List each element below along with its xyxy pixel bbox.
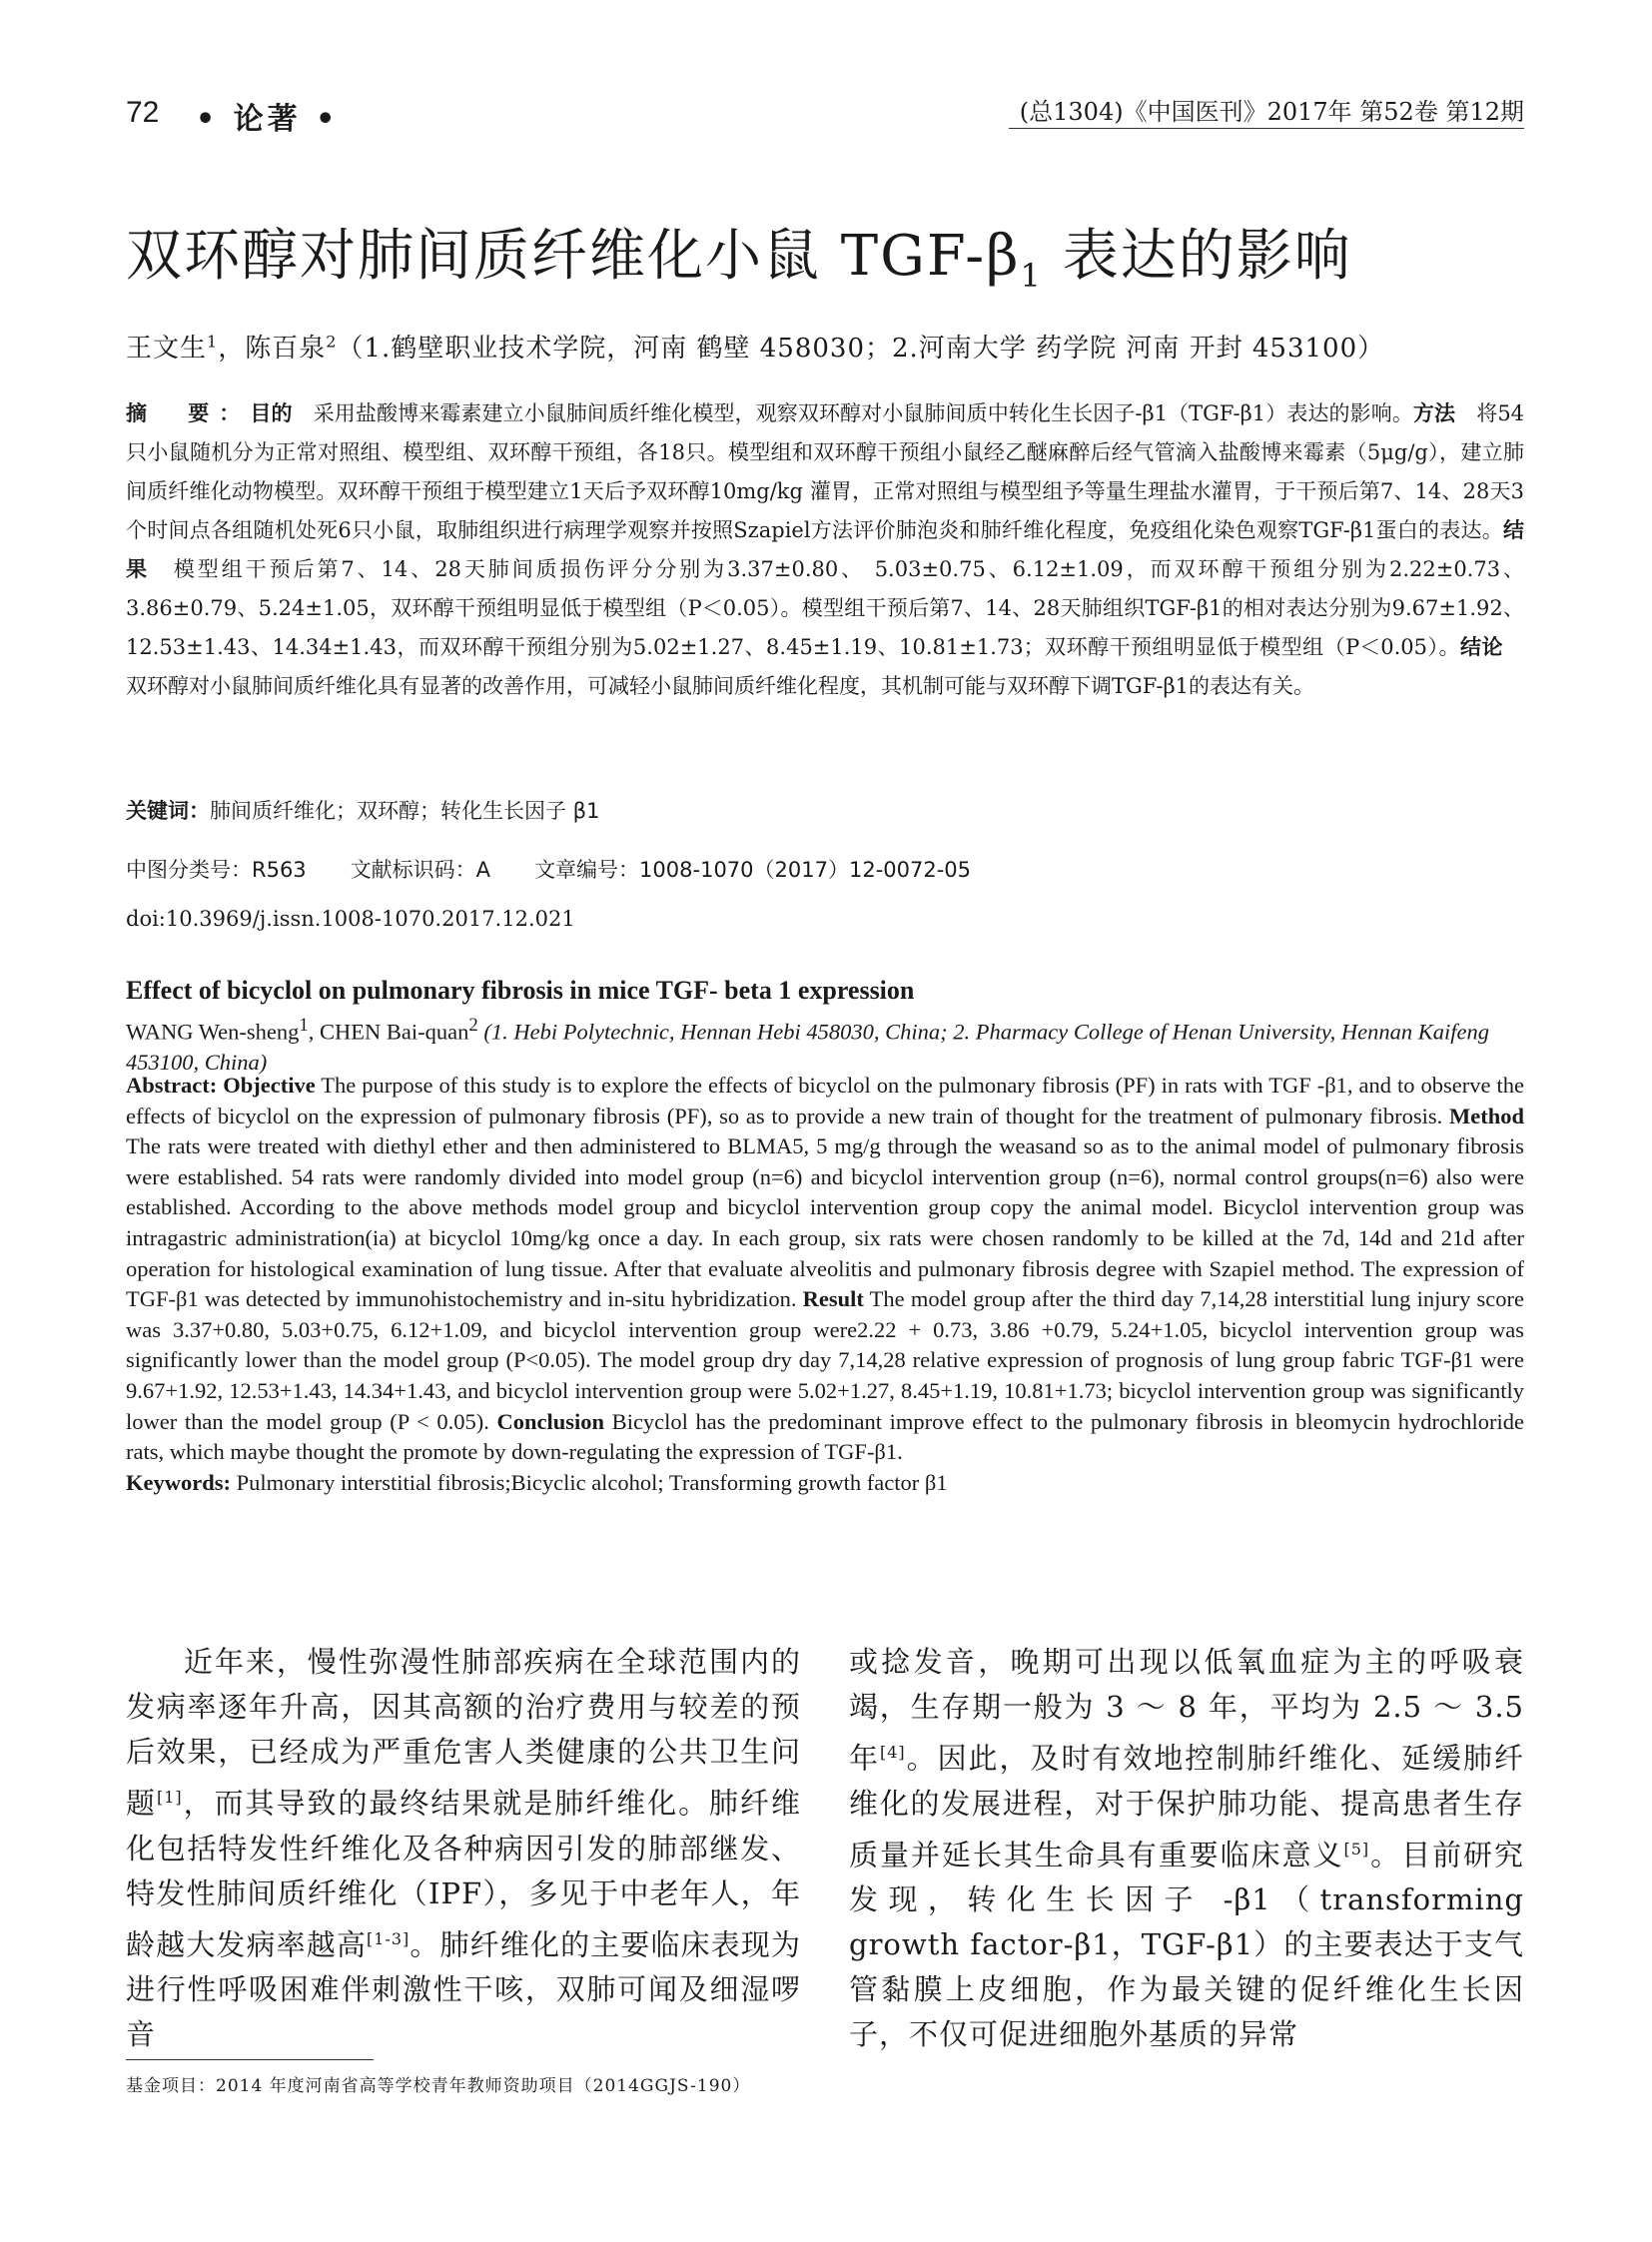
english-keywords-label: Keywords: <box>126 1469 231 1495</box>
english-keywords: Pulmonary interstitial fibrosis;Bicyclic alcohol; Transforming growth factor β1 <box>231 1469 948 1495</box>
chinese-abstract: 摘 要：目的 采用盐酸博来霉素建立小鼠肺间质纤维化模型，观察双环醇对小鼠肺间质中转化生长因子-β1（TGF-β1）表达的影响。方法 将54只小鼠随机分为正常对照组、模型组、双环醇干预组，各18只。模型组和双环醇干预组小鼠经乙醚麻醉后经气管滴入盐酸博来霉素（5μg/g），建立肺间质纤维化动物模型。双环醇干预组于模型建立1天后予双环醇10mg/kg 灌胃，正常对照组与模型组予等量生理盐水灌胃，于干预后第7、14、28天3个时间点各组随机处死6只小鼠，取肺组织进行病理学观察并按照Szapiel方法评价肺泡炎和肺纤维化程度，免疫组化染色观察TGF-β1蛋白的表达。结果 模型组干预后第7、14、28天肺间质损伤评分分别为3.37±0.80、 5.03±0.75、6.12±1.09，而双环醇干预组分别为2.22±0.73、3.86±0.79、5.24±1.05，双环醇干预组明显低于模型组（P＜0.05）。模型组干预后第7、14、28天肺组织TGF-β1的相对表达分别为9.67±1.92、12.53±1.43、14.34±1.43，而双环醇干预组分别为5.02±1.27、8.45±1.19、10.81±1.73；双环醇干预组明显低于模型组（P＜0.05）。结论 双环醇对小鼠肺间质纤维化具有显著的改善作用，可减轻小鼠肺间质纤维化程度，其机制可能与双环醇下调TGF-β1的表达有关。 <box>126 401 1525 698</box>
classification-line: 中图分类号：R563 文献标识码：A 文章编号：1008-1070（2017）12-0072-05 <box>126 858 972 882</box>
page-number: 72 <box>126 96 160 129</box>
english-abstract: Abstract: Objective The purpose of this study is to explore the effects of bicyclol on the pulmonary fibrosis (PF) in rats with TGF -β1, and to observe the effects of bicyclol on the expression of pulmonary fibrosis (PF), so as to provide a new train of thought for the treatment of pulmonary fibrosis. Method The rats were treated with diethyl ether and then administered to BLMA5, 5 mg/g through the weasand so as to the animal model of pulmonary fibrosis were established. 54 rats were randomly divided into model group (n=6) and bicyclol intervention group (n=6), normal control groups(n=6) also were established. According to the above methods model group and bicyclol intervention group copy the animal model. Bicyclol intervention group was intragastric administration(ia) at bicyclol 10mg/kg once a day. In each group, six rats were chosen randomly to be killed at the 7d, 14d and 21d after operation for histological examination of lung tissue. After that evaluate alveolitis and pulmonary fibrosis degree with Szapiel method. The expression of TGF-β1 was detected by immunohistochemistry and in-situ hybridization. Result The model group after the third day 7,14,28 interstitial lung injury score was 3.37+0.80, 5.03+0.75, 6.12+1.09, and bicyclol intervention group were2.22 + 0.73, 3.86 +0.79, 5.24+1.05, bicyclol intervention group was significantly lower than the model group (P<0.05). The model group dry day 7,14,28 relative expression of prognosis of lung group fabric TGF-β1 were 9.67+1.92, 12.53+1.43, 14.34+1.43, and bicyclol intervention group were 5.02+1.27, 8.45+1.19, 10.81+1.73; bicyclol intervention group was significantly lower than the model group (P < 0.05). Conclusion Bicyclol has the predominant improve effect to the pulmonary fibrosis in bleomycin hydrochloride rats, which maybe thought the promote by down-regulating the expression of TGF-β1. Keywords: Pulmonary interstitial fibrosis;Bicyclic alcohol; Transforming growth factor β1 <box>126 1073 1524 1495</box>
article-title: 双环醇对肺间质纤维化小鼠 TGF-$\beta_1$ 表达的影响 <box>126 224 1352 296</box>
english-title: Effect of bicyclol on pulmonary fibrosis in mice TGF- beta 1 expression <box>126 976 915 1005</box>
english-authors: WANG Wen-sheng$^1$, CHEN Bai-quan$^2$ (1. Hebi Polytechnic, Hennan Hebi 458030, China; 2. Pharmacy College of Henan University, Hennan Kaifeng 453100, China) <box>126 1015 1490 1075</box>
chinese-keywords: 关键词：肺间质纤维化；双环醇；转化生长因子 β1 <box>126 799 600 823</box>
author-line: 王文生$^1$，陈百泉$^2$（1.鹤壁职业技术学院，河南 鹤壁 458030；2.河南大学 药学院 河南 开封 453100） <box>126 332 1385 364</box>
doi[interactable]: doi:10.3969/j.issn.1008-1070.2017.12.021 <box>126 907 575 931</box>
header-rule <box>1009 128 1524 129</box>
footnote-funding: 基金项目：2014 年度河南省高等学校青年教师资助项目（2014GGJS-190） <box>126 2076 751 2096</box>
body-column-left: 近年来，慢性弥漫性肺部疾病在全球范围内的发病率逐年升高，因其高额的治疗费用与较差的预后效果，已经成为严重危害人类健康的公共卫生问题[1]，而其导致的最终结果就是肺纤维化。肺纤维化包括特发性纤维化及各种病因引发的肺部继发、特发性肺间质纤维化（IPF），多见于中老年人，年龄越大发病率越高[1-3]。肺纤维化的主要临床表现为进行性呼吸困难伴刺激性干咳，双肺可闻及细湿啰音 <box>126 1645 801 2052</box>
section-label: • 论著 • <box>196 102 340 137</box>
body-column-right: 或捻发音，晚期可出现以低氧血症为主的呼吸衰竭，生存期一般为 3 ～ 8 年，平均为 2.5 ～ 3.5 年[4]。因此，及时有效地控制肺纤维化、延缓肺纤维化的发展进程，对于保护肺功能、提高患者生存质量并延长其生命具有重要临床意义[5]。目前研究发现，转化生长因子 -β1（transforming growth factor-β1，TGF-β1）的主要表达于支气管黏膜上皮细胞，作为最关键的促纤维化生长因子，不仅可促进细胞外基质的异常 <box>849 1645 1524 2052</box>
journal-header: (总1304)《中国医刊》2017年 第52卷 第12期 <box>1019 98 1524 126</box>
footnote-rule <box>126 2059 374 2060</box>
